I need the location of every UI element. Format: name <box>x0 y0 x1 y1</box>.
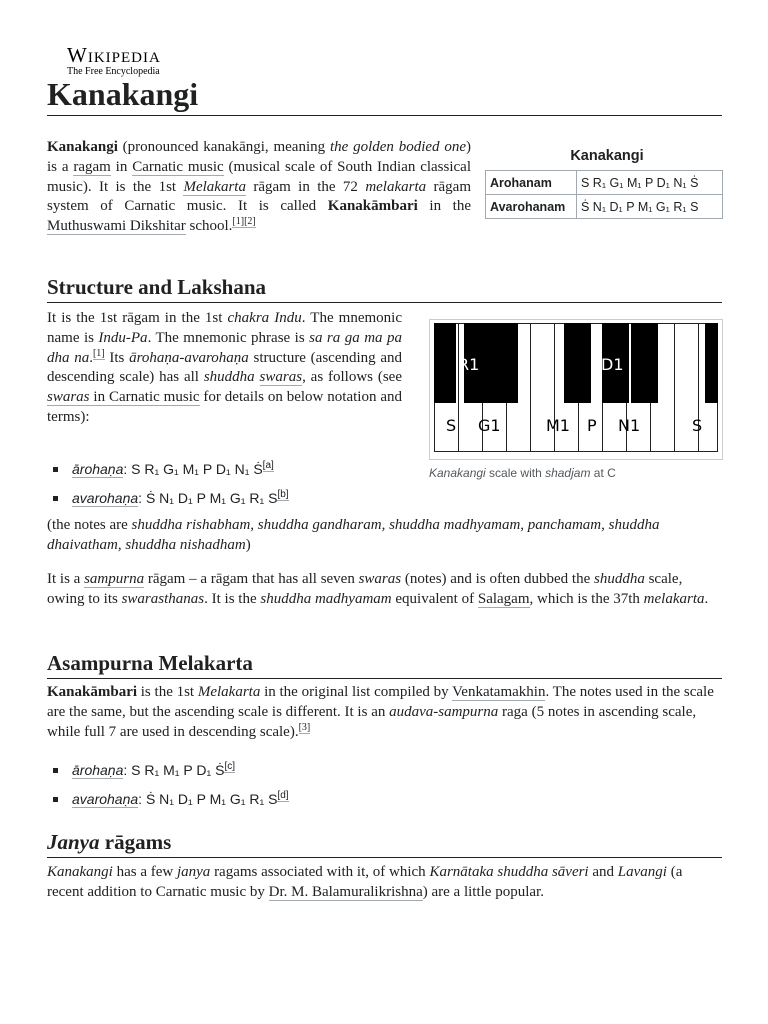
link-ragam[interactable]: ragam <box>73 158 111 175</box>
structure-italic: shuddha <box>203 369 255 386</box>
section-heading-structure: Structure and Lakshana <box>47 274 722 303</box>
wikipedia-wordmark: Wikipedia <box>67 43 161 67</box>
infobox-caption: Kanakangi <box>570 148 644 164</box>
link-arohana[interactable]: ārohaṇa <box>72 762 124 778</box>
link-swaras-in-carnatic-music[interactable] <box>47 389 200 406</box>
heading-italic: Janya <box>47 830 100 854</box>
structure-text: Its <box>104 349 130 366</box>
list-item-arohana <box>47 760 447 780</box>
intro-text: rāgam system of Carnatic music. It is called <box>47 178 471 215</box>
keyboard-image[interactable] <box>429 319 723 460</box>
caption-text: scale with <box>485 466 546 480</box>
notes-paragraph <box>47 516 722 556</box>
infobox <box>485 146 723 219</box>
structure-italic: ārohaṇa-avarohaṇa <box>129 349 249 366</box>
sampurna-text: equivalent of <box>391 590 478 607</box>
asampurna-paragraph <box>47 683 722 742</box>
page-title: Kanakangi <box>47 74 722 116</box>
note-ref-d[interactable]: [d] <box>277 790 289 802</box>
link-balamuralikrishna[interactable]: Dr. M. Balamuralikrishna <box>268 883 423 900</box>
keyboard-caption <box>429 466 723 480</box>
scale-list <box>47 459 447 517</box>
link-sampurna[interactable]: sampurna <box>84 571 145 587</box>
intro-bold-name: Kanakangi <box>47 139 118 155</box>
janya-text: has a few <box>112 864 177 880</box>
note-ref-b[interactable]: [b] <box>277 489 289 501</box>
key-label-n1: N1 <box>618 416 641 435</box>
janya-italic: Karnātaka shuddha sāveri <box>429 864 589 880</box>
sampurna-text: . It is the <box>204 590 261 607</box>
intro-paragraph <box>47 138 471 237</box>
wikipedia-tagline: The Free Encyclopedia <box>67 66 160 77</box>
caption-text: at C <box>590 466 616 480</box>
key-label-d1: D1 <box>601 355 624 374</box>
link-venkatamakhin[interactable]: Venkatamakhin <box>452 684 546 700</box>
sampurna-italic: shuddha madhyamam <box>260 590 392 607</box>
list-item-arohana <box>47 459 447 479</box>
link-swaras-rest: in Carnatic music <box>89 389 200 406</box>
intro-text: school. <box>185 218 233 235</box>
janya-text: (a recent addition to Carnatic music by <box>47 864 683 900</box>
sampurna-italic: shuddha <box>594 571 645 587</box>
sampurna-paragraph <box>47 570 722 610</box>
key-label-r1: R1 <box>458 355 480 374</box>
structure-text: It is the 1st rāgam in the 1st <box>47 310 228 326</box>
janya-text: ) are a little popular. <box>422 883 544 900</box>
link-avarohana[interactable]: avarohaṇa <box>72 791 139 807</box>
black-key <box>491 323 518 403</box>
structure-text <box>255 369 260 385</box>
heading-text: rāgams <box>99 830 172 854</box>
scale-notes: : Ṡ N₁ D₁ P M₁ G₁ R₁ S <box>138 791 278 807</box>
link-carnatic-music[interactable]: Carnatic music <box>132 158 224 175</box>
structure-italic: chakra Indu <box>227 310 302 326</box>
link-avarohana[interactable]: avarohaṇa <box>72 490 139 506</box>
list-item-avarohana <box>47 789 447 809</box>
asampurna-italic: Melakarta <box>197 684 261 700</box>
asampurna-bold: Kanakāmbari <box>47 684 138 700</box>
key-label-s: S <box>446 416 457 435</box>
scale-notes: : S R₁ G₁ M₁ P D₁ N₁ Ṡ <box>123 461 263 477</box>
keyboard-figure <box>429 319 723 480</box>
janya-text: ragams associated with it, of which <box>210 864 430 880</box>
asampurna-text: in the original list compiled by <box>260 684 453 700</box>
intro-italic: melakarta <box>365 178 427 195</box>
infobox-row <box>486 171 723 195</box>
ref-3[interactable]: [3] <box>298 721 311 733</box>
janya-italic: Lavangi <box>617 864 667 880</box>
structure-text: , as follows (see <box>302 369 402 386</box>
black-key <box>434 323 456 403</box>
sampurna-text: scale, owing to its <box>47 571 683 607</box>
janya-italic: Kanakangi <box>47 864 113 880</box>
asampurna-italic: audava-sampurna <box>389 703 499 720</box>
intro-text: in the <box>417 198 472 215</box>
structure-italic: sa ra ga ma pa dha na <box>47 329 402 366</box>
scale-notes: : S R₁ M₁ P D₁ Ṡ <box>123 762 225 778</box>
structure-text: . The mnemonic name is <box>47 310 402 346</box>
sampurna-text: rāgam – a rāgam that has all seven <box>144 571 359 587</box>
infobox-row <box>486 195 723 219</box>
link-swaras-italic: swaras <box>47 389 90 406</box>
sampurna-text: It is a <box>47 571 85 587</box>
intro-text: rāgam in the 72 <box>245 178 366 195</box>
structure-text: . The mnemonic phrase is <box>147 329 310 346</box>
infobox-key: Arohanam <box>486 171 577 195</box>
intro-text: ) is a <box>47 139 471 175</box>
piano-keyboard <box>434 323 718 454</box>
black-key <box>631 323 658 403</box>
note-ref-a[interactable]: [a] <box>262 460 274 472</box>
ref-1[interactable]: [1] <box>92 347 105 359</box>
intro-meaning: the golden bodied one <box>329 139 466 155</box>
section-heading-janya <box>47 829 722 858</box>
section-heading-asampurna: Asampurna Melakarta <box>47 650 722 679</box>
link-swaras[interactable]: swaras <box>259 369 303 386</box>
sampurna-italic: melakarta <box>643 590 705 607</box>
asampurna-text: . The notes used in the scale are the same, but the ascending scale is different. It is an <box>47 684 714 720</box>
asampurna-scale-list <box>47 760 447 818</box>
infobox-table <box>485 170 723 219</box>
intro-bold-alias: Kanakāmbari <box>327 198 418 215</box>
notes-text: ) <box>245 536 251 553</box>
note-ref-c[interactable]: [c] <box>224 761 235 773</box>
janya-italic: janya <box>176 864 211 880</box>
structure-italic: Indu-Pa <box>98 329 148 346</box>
structure-paragraph <box>47 309 402 428</box>
sampurna-text: (notes) and is often dubbed the <box>401 571 594 587</box>
key-label-p: P <box>587 416 597 435</box>
janya-text: and <box>588 864 618 880</box>
sampurna-italic: swarasthanas <box>121 590 205 607</box>
notes-text: (the notes are <box>47 517 132 533</box>
structure-text: . <box>89 349 93 366</box>
asampurna-text: raga (5 notes in ascending scale, while full 7 are used in descending scale). <box>47 703 697 740</box>
infobox-value: Ṡ N₁ D₁ P M₁ G₁ R₁ S <box>577 195 723 219</box>
wikipedia-logo[interactable] <box>67 44 207 78</box>
sampurna-italic: swaras <box>358 571 402 587</box>
scale-notes: : Ṡ N₁ D₁ P M₁ G₁ R₁ S <box>138 490 278 506</box>
intro-text: (pronounced kanakāngi, meaning <box>117 139 330 155</box>
infobox-value: S R₁ G₁ M₁ P D₁ N₁ Ṡ <box>577 171 723 195</box>
infobox-key: Avarohanam <box>486 195 577 219</box>
key-label-s-upper: S <box>692 416 703 435</box>
link-melakarta[interactable]: Melakarta <box>183 178 246 195</box>
black-key <box>705 323 718 403</box>
black-key <box>564 323 591 403</box>
list-item-avarohana <box>47 488 447 508</box>
caption-italic: Kanakangi <box>429 466 486 480</box>
link-salagam[interactable]: Salagam <box>477 590 530 607</box>
caption-italic: shadjam <box>545 466 591 480</box>
link-arohana[interactable]: ārohaṇa <box>72 461 124 477</box>
key-label-g1: G1 <box>478 416 501 435</box>
ref-1[interactable]: [1] <box>232 216 245 228</box>
link-muthuswami-dikshitar[interactable]: Muthuswami Dikshitar <box>47 218 186 235</box>
structure-text: for details on below notation and terms): <box>47 389 402 425</box>
intro-text: in <box>110 158 133 175</box>
key-label-m1: M1 <box>546 416 570 435</box>
sampurna-text: , which is the 37th <box>529 590 644 607</box>
intro-text: (musical scale of South Indian classical music). It is the 1st <box>47 158 472 195</box>
asampurna-text: is the 1st <box>137 684 198 700</box>
janya-paragraph <box>47 863 722 903</box>
ref-2[interactable]: [2] <box>244 216 256 228</box>
structure-text: structure (ascending and descending scale) has all <box>47 349 403 386</box>
notes-italic: shuddha rishabham, shuddha gandharam, shuddha madhyamam, panchamam, shuddha dhaivatham, shuddha nishadham <box>47 517 660 553</box>
sampurna-text: . <box>704 590 709 607</box>
